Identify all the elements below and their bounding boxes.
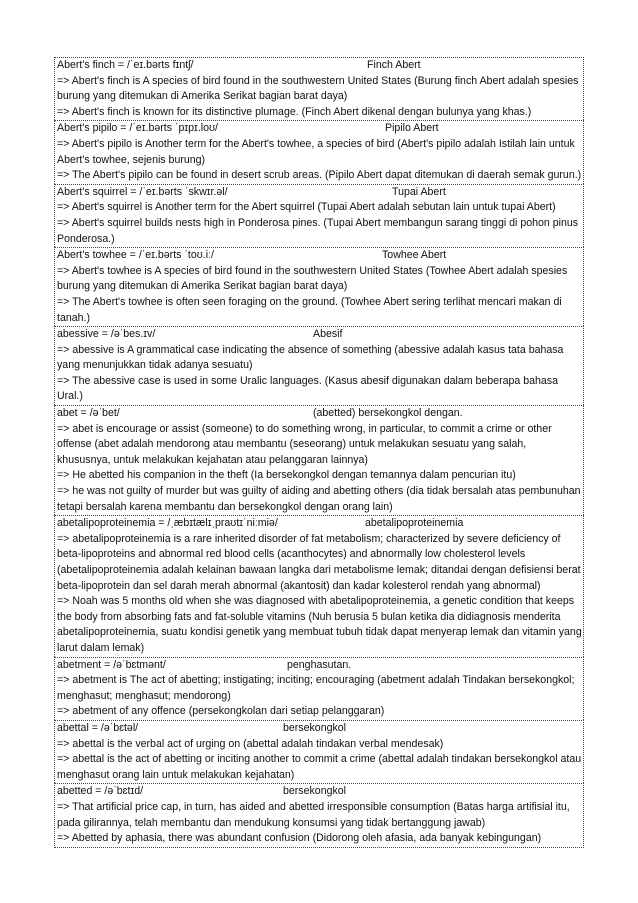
entry-line: => he was not guilty of murder but was guilty of aiding and abetting others (dia tidak bersalah atas pembunuhan tetapi bersalah karena membantu dan bersekongkol dengan orang lain)	[57, 485, 581, 513]
entry-gloss: abetalipoproteinemia	[365, 517, 464, 530]
entry-line: => abettal is the act of abetting or inciting another to commit a crime (abettal adalah tindakan bersekongkol atau menghasut orang lain untuk melakukan kejahatan)	[57, 753, 582, 781]
entry-line: => abessive is A grammatical case indicating the absence of something (abessive adalah kasus tata bahasa yang menunjukkan tidak adanya sesuatu)	[57, 343, 564, 372]
entry-head	[57, 658, 582, 674]
entry-head	[57, 327, 582, 343]
entry-abessive	[54, 326, 584, 405]
entry-gloss: Tupai Abert	[392, 185, 446, 198]
entry-aberts-towhee	[54, 247, 584, 326]
entry-head	[57, 121, 582, 137]
entry-line: => The Abert's pipilo can be found in desert scrub areas. (Pipilo Abert dapat ditemukan di daerah semak gurun.)	[57, 169, 582, 182]
entry-line: => Noah was 5 months old when she was diagnosed with abetalipoproteinemia, a genetic condition that keeps the body from absorbing fats and fat-soluble vitamins (Nuh berusia 5 bulan ketika dia didiagnosis menderita abetalipoproteinemia, suatu kondisi genetik yang membuat tubuh tidak dapat menyerap lemak dan vitamin yang larut dalam lemak)	[57, 595, 582, 654]
entry-term: Abert's finch = /ˈeɪ.bərts fɪntʃ/	[57, 59, 194, 71]
entry-term: abet = /əˈbet/	[57, 407, 120, 420]
entry-head	[57, 248, 582, 264]
entry-line: => abetment of any offence (persekongkolan dari setiap pelanggaran)	[57, 705, 385, 718]
entry-head	[57, 58, 582, 74]
entry-gloss: Pipilo Abert	[385, 122, 439, 135]
entry-line: => Abert's squirrel builds nests high in Ponderosa pines. (Tupai Abert membangun sarang tinggi di pohon pinus Ponderosa.)	[57, 216, 579, 245]
entry-head	[57, 406, 582, 422]
entry-term: Abert's pipilo = /ˈeɪ.bərts ˈpɪpɪ.loʊ/	[57, 122, 218, 135]
dictionary-page	[54, 57, 584, 848]
entry-line: => Abert's finch is A species of bird found in the southwestern United States (Burung finch Abert adalah spesies burung yang ditemukan di Amerika Serikat bagian barat daya)	[57, 74, 579, 103]
entry-gloss: Finch Abert	[367, 59, 421, 71]
entry-head	[57, 185, 582, 201]
entry-abetment	[54, 657, 584, 720]
entry-line: => The abessive case is used in some Uralic languages. (Kasus abesif digunakan dalam beberapa bahasa Ural.)	[57, 374, 558, 403]
entry-gloss: bersekongkol	[283, 785, 347, 798]
entry-line: => He abetted his companion in the theft (Ia bersekongkol dengan temannya dalam pencurian itu)	[57, 469, 516, 482]
entry-gloss: penghasutan.	[287, 658, 352, 671]
entry-abetalipoproteinemia	[54, 515, 584, 656]
entry-aberts-finch	[54, 57, 584, 120]
entry-line: => Abert's squirrel is Another term for the Abert squirrel (Tupai Abert adalah sebutan lain untuk tupai Abert)	[57, 201, 556, 214]
entry-line: => abettal is the verbal act of urging on (abettal adalah tindakan verbal mendesak)	[57, 737, 444, 750]
entry-line: => Abert's pipilo is Another term for the Abert's towhee, a species of bird (Abert's pipilo adalah Istilah lain untuk Abert's towhee, sejenis burung)	[57, 137, 575, 166]
entry-gloss: (abetted) bersekongkol dengan.	[313, 407, 463, 420]
entry-line: => The Abert's towhee is often seen foraging on the ground. (Towhee Abert sering terlihat mencari makan di tanah.)	[57, 295, 562, 324]
entry-line: => abetalipoproteinemia is a rare inherited disorder of fat metabolism; characterized by severe deficiency of beta-lipoproteins and abnormal red blood cells (acanthocytes) and abnormally low cholesterol levels (abetalipoproteinemia adalah kelainan bawaan langka dari metabolisme lemak; ditandai dengan defisiensi berat beta-lipoprotein dan sel darah merah abnormal (akantosit) dan kadar kolesterol rendah yang abnormal)	[57, 532, 581, 592]
entry-term: abetment = /əˈbɛtmənt/	[57, 658, 166, 671]
entry-term: abettal = /əˈbɛtəl/	[57, 721, 139, 734]
entry-gloss: bersekongkol	[283, 721, 347, 734]
entry-term: abetalipoproteinemia = /ˌæbɪtælɪˌpraʊtɪˈniːmiə/	[57, 517, 278, 530]
entry-line: => Abert's towhee is A species of bird found in the southwestern United States (Towhee Abert adalah spesies burung yang ditemukan di Amerika Serikat bagian barat daya)	[57, 264, 568, 293]
entry-head	[57, 721, 582, 737]
entry-aberts-squirrel	[54, 184, 584, 247]
entry-term: Abert's towhee = /ˈeɪ.bərts ˈtoʊ.iː/	[57, 249, 214, 262]
entry-abetted	[54, 783, 584, 847]
entry-line: => abetment is The act of abetting; instigating; inciting; encouraging (abetment adalah Tindakan bersekongkol; menghasut; menghasut; mendorong)	[57, 674, 575, 702]
entry-aberts-pipilo	[54, 120, 584, 183]
entry-line: => Abetted by aphasia, there was abundant confusion (Didorong oleh afasia, ada banyak kebingungan)	[57, 832, 542, 845]
entry-line: => abet is encourage or assist (someone) to do something wrong, in particular, to commit a crime or other offense (abet adalah mendorong atau membantu (seseorang) untuk melakukan sesuatu yang salah, khususnya, untuk melakukan kejahatan atau pelanggaran lainnya)	[57, 422, 552, 466]
entry-term: abetted = /əˈbɛtɪd/	[57, 785, 144, 798]
entry-term: abessive = /əˈbes.ɪv/	[57, 328, 156, 341]
entry-gloss: Towhee Abert	[382, 249, 447, 262]
entry-head	[57, 784, 582, 800]
entry-line: => That artificial price cap, in turn, has aided and abetted irresponsible consumption (Batas harga artifisial itu, pada gilirannya, telah membantu dan mendukung konsumsi yang tidak bertanggung jawab)	[57, 800, 570, 829]
entry-abet	[54, 405, 584, 515]
entry-head	[57, 516, 582, 532]
entry-line: => Abert's finch is known for its distinctive plumage. (Finch Abert dikenal dengan bulunya yang khas.)	[57, 105, 532, 118]
entry-term: Abert's squirrel = /ˈeɪ.bərts ˈskwɪr.əl/	[57, 185, 228, 198]
entry-gloss: Abesif	[313, 328, 343, 341]
entry-abettal	[54, 720, 584, 783]
